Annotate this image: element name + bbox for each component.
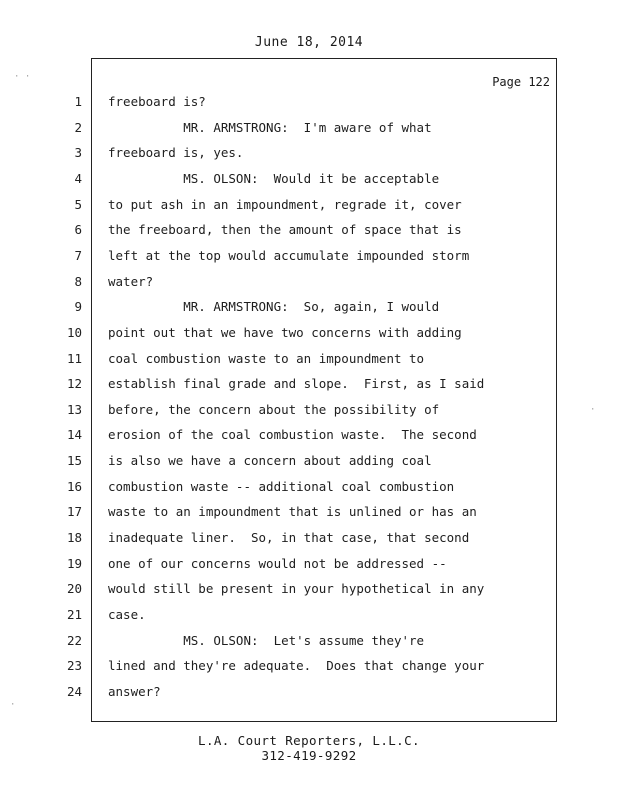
line-text: left at the top would accumulate impounded storm — [108, 248, 470, 263]
line-text: before, the concern about the possibility of — [108, 402, 440, 417]
line-text: case. — [108, 607, 146, 622]
line-number: 9 — [74, 299, 82, 314]
line-text: MR. ARMSTRONG: So, again, I would — [108, 299, 440, 314]
line-text: waste to an impoundment that is unlined or has an — [108, 504, 477, 519]
line-number: 3 — [74, 145, 82, 160]
line-number: 18 — [66, 530, 82, 545]
line-number: 2 — [74, 120, 82, 135]
line-text: is also we have a concern about adding coal — [108, 453, 432, 468]
line-text: inadequate liner. So, in that case, that second — [108, 530, 470, 545]
line-text: freeboard is, yes. — [108, 145, 244, 160]
line-number: 23 — [66, 658, 82, 673]
line-number: 16 — [66, 479, 82, 494]
scan-speck: · — [10, 700, 16, 710]
line-text: water? — [108, 274, 154, 289]
line-number: 12 — [66, 376, 82, 391]
scan-speck: · — [590, 405, 596, 415]
line-text: point out that we have two concerns with adding — [108, 325, 462, 340]
line-text: MS. OLSON: Let's assume they're — [108, 633, 425, 648]
line-number: 11 — [66, 351, 82, 366]
line-text: establish final grade and slope. First, as I said — [108, 376, 485, 391]
footer-phone: 312-419-9292 — [261, 748, 357, 763]
line-number: 17 — [66, 504, 82, 519]
line-number: 15 — [66, 453, 82, 468]
footer-company: L.A. Court Reporters, L.L.C. — [198, 733, 420, 748]
line-number: 4 — [74, 171, 82, 186]
page-number: Page 122 — [492, 75, 550, 89]
line-text: erosion of the coal combustion waste. The second — [108, 427, 477, 442]
line-number: 13 — [66, 402, 82, 417]
line-text: answer? — [108, 684, 161, 699]
line-text: coal combustion waste to an impoundment to — [108, 351, 425, 366]
line-text: one of our concerns would not be addressed -- — [108, 556, 447, 571]
line-text: lined and they're adequate. Does that change your — [108, 658, 485, 673]
line-text: freeboard is? — [108, 94, 206, 109]
line-text: the freeboard, then the amount of space that is — [108, 222, 462, 237]
line-number: 22 — [66, 633, 82, 648]
line-number: 5 — [74, 197, 82, 212]
line-number: 24 — [66, 684, 82, 699]
line-text: combustion waste -- additional coal combustion — [108, 479, 455, 494]
line-text: MS. OLSON: Would it be acceptable — [108, 171, 440, 186]
header-date: June 18, 2014 — [254, 35, 364, 50]
line-number: 21 — [66, 607, 82, 622]
scan-speck: · · — [14, 72, 31, 82]
line-number: 1 — [74, 94, 82, 109]
line-text: would still be present in your hypothetical in any — [108, 581, 485, 596]
line-number: 10 — [66, 325, 82, 340]
line-text: to put ash in an impoundment, regrade it, cover — [108, 197, 462, 212]
line-text: MR. ARMSTRONG: I'm aware of what — [108, 120, 432, 135]
line-number: 20 — [66, 581, 82, 596]
line-number: 14 — [66, 427, 82, 442]
line-number: 8 — [74, 274, 82, 289]
line-number: 19 — [66, 556, 82, 571]
line-number: 6 — [74, 222, 82, 237]
line-number: 7 — [74, 248, 82, 263]
